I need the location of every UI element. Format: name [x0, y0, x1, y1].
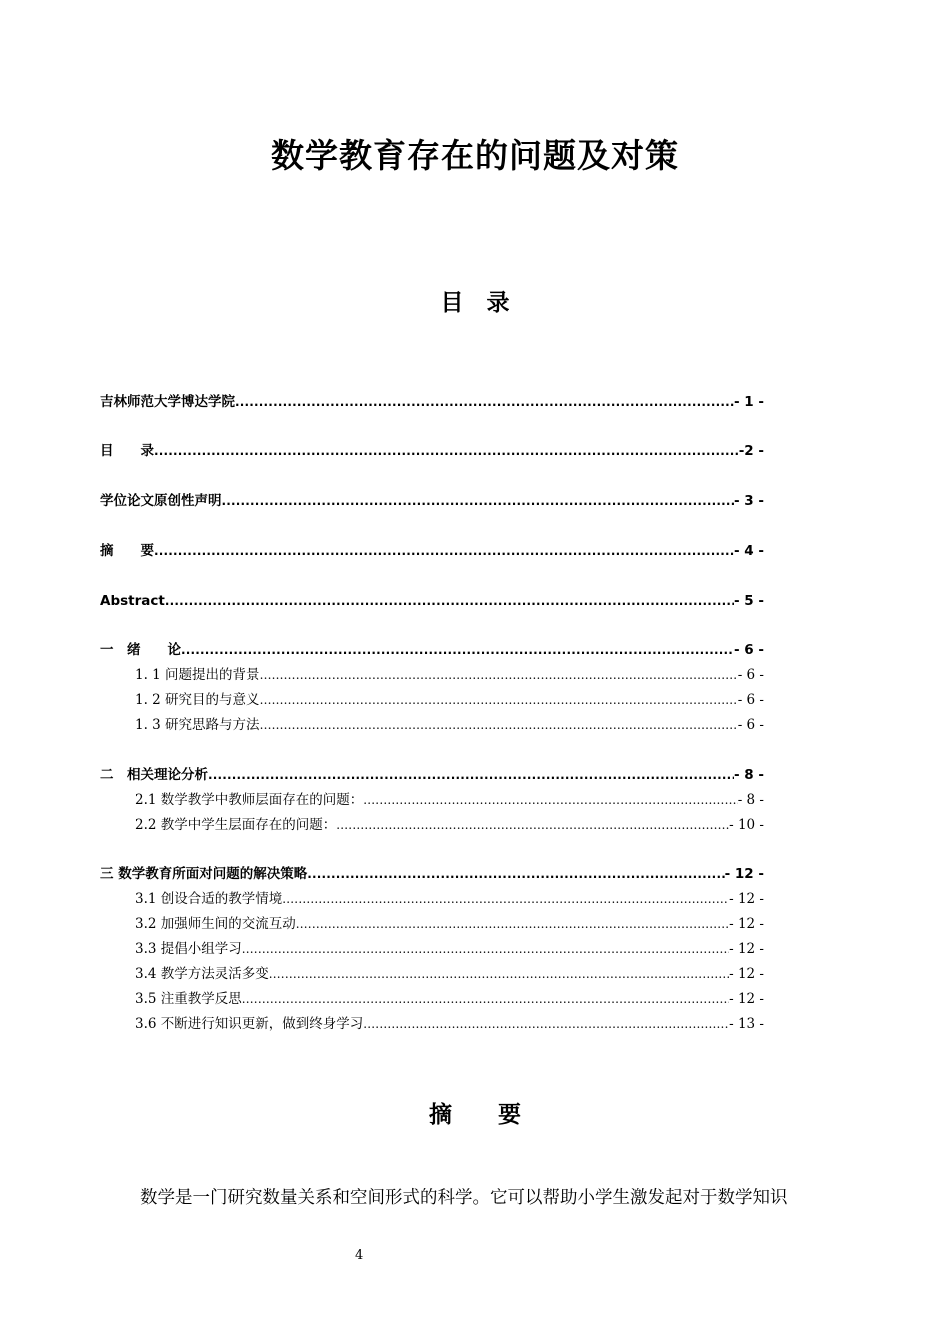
toc-entry-label: 目 录	[100, 443, 154, 459]
toc-leader-dots	[242, 940, 729, 958]
toc-leader-dots	[260, 716, 738, 734]
toc-entry-label: 3.1 创设合适的教学情境	[135, 891, 283, 907]
toc-leader-dots	[154, 442, 739, 460]
toc-entry-page: - 10 -	[729, 817, 764, 833]
toc-subentry[interactable]	[135, 915, 764, 933]
toc-leader-dots	[181, 641, 734, 659]
toc-entry-page: - 6 -	[734, 642, 764, 658]
toc-entry-label: 摘 要	[100, 543, 154, 559]
toc-subentry[interactable]	[135, 890, 764, 908]
toc-leader-dots	[242, 990, 729, 1008]
summary-heading: 摘 要	[429, 1102, 521, 1128]
toc-entry-page: - 6 -	[737, 667, 764, 683]
document-title: 数学教育存在的问题及对策	[271, 136, 679, 175]
toc-subentry[interactable]	[135, 990, 764, 1008]
toc-entry-label: Abstract	[100, 593, 165, 609]
toc-subentry[interactable]	[135, 791, 764, 809]
toc-entry-page: - 8 -	[734, 767, 764, 783]
toc-entry-label: 吉林师范大学博达学院	[100, 394, 235, 410]
toc-entry-label: 3.4 教学方法灵活多变	[135, 966, 269, 982]
toc-entry[interactable]	[100, 442, 764, 460]
toc-entry-label: 一 绪 论	[100, 642, 181, 658]
toc-entry-page: - 13 -	[729, 1016, 764, 1032]
toc-entry-page: - 6 -	[737, 717, 764, 733]
toc-leader-dots	[296, 915, 729, 933]
toc-entry-page: - 5 -	[734, 593, 764, 609]
toc-subentry[interactable]	[135, 1015, 764, 1033]
toc-leader-dots	[165, 592, 734, 610]
toc-entry-page: - 8 -	[737, 792, 764, 808]
toc-entry-label: 3.2 加强师生间的交流互动	[135, 916, 296, 932]
toc-entry[interactable]	[100, 542, 764, 560]
toc-entry-page: - 12 -	[729, 941, 764, 957]
toc-entry-label: 二 相关理论分析	[100, 767, 208, 783]
page-number: 4	[355, 1248, 364, 1263]
toc-entry-label: 2.1 数学教学中教师层面存在的问题：	[135, 792, 364, 808]
toc-subentry[interactable]	[135, 666, 764, 684]
toc-entry-page: - 12 -	[729, 891, 764, 907]
toc-subentry[interactable]	[135, 816, 764, 834]
toc-entry-page: - 12 -	[729, 916, 764, 932]
toc-leader-dots	[307, 865, 724, 883]
toc-leader-dots	[260, 666, 738, 684]
toc-entry-page: - 12 -	[729, 966, 764, 982]
toc-entry-label: 三 数学教育所面对问题的解决策略	[100, 866, 308, 882]
toc-leader-dots	[208, 766, 734, 784]
toc-entry-label: 1. 3 研究思路与方法	[135, 717, 260, 733]
toc-entry-label: 3.3 提倡小组学习	[135, 941, 242, 957]
toc-entry[interactable]	[100, 393, 764, 411]
toc-entry[interactable]	[100, 592, 764, 610]
toc-entry-page: - 6 -	[737, 692, 764, 708]
toc-entry-page: -2 -	[738, 443, 764, 459]
toc-entry-label: 3.6 不断进行知识更新，做到终身学习	[135, 1016, 364, 1032]
toc-subentry[interactable]	[135, 940, 764, 958]
toc-leader-dots	[336, 816, 729, 834]
toc-entry-label: 1. 2 研究目的与意义	[135, 692, 260, 708]
toc-entry[interactable]	[100, 766, 764, 784]
toc-heading: 目 录	[440, 290, 510, 316]
toc-entry-label: 2.2 教学中学生层面存在的问题：	[135, 817, 337, 833]
toc-entry-page: - 4 -	[734, 543, 764, 559]
toc-leader-dots	[269, 965, 729, 983]
toc-entry-label: 学位论文原创性声明	[100, 493, 222, 509]
toc-entry-label: 3.5 注重教学反思	[135, 991, 242, 1007]
toc-entry-page: - 12 -	[724, 866, 764, 882]
toc-subentry[interactable]	[135, 691, 764, 709]
table-of-contents	[100, 0, 764, 1040]
toc-entry[interactable]	[100, 865, 764, 883]
toc-leader-dots	[282, 890, 729, 908]
toc-leader-dots	[363, 791, 737, 809]
toc-entry-label: 1. 1 问题提出的背景	[135, 667, 260, 683]
toc-entry-page: - 12 -	[729, 991, 764, 1007]
toc-entry[interactable]	[100, 641, 764, 659]
toc-leader-dots	[222, 492, 735, 510]
toc-subentry[interactable]	[135, 965, 764, 983]
toc-entry-page: - 3 -	[734, 493, 764, 509]
toc-leader-dots	[154, 542, 734, 560]
toc-leader-dots	[363, 1015, 729, 1033]
summary-paragraph: 数学是一门研究数量关系和空间形式的科学。它可以帮助小学生激发起对于数学知识	[140, 1188, 788, 1208]
toc-entry-page: - 1 -	[734, 394, 764, 410]
toc-subentry[interactable]	[135, 716, 764, 734]
toc-leader-dots	[260, 691, 738, 709]
toc-leader-dots	[235, 393, 734, 411]
toc-entry[interactable]	[100, 492, 764, 510]
